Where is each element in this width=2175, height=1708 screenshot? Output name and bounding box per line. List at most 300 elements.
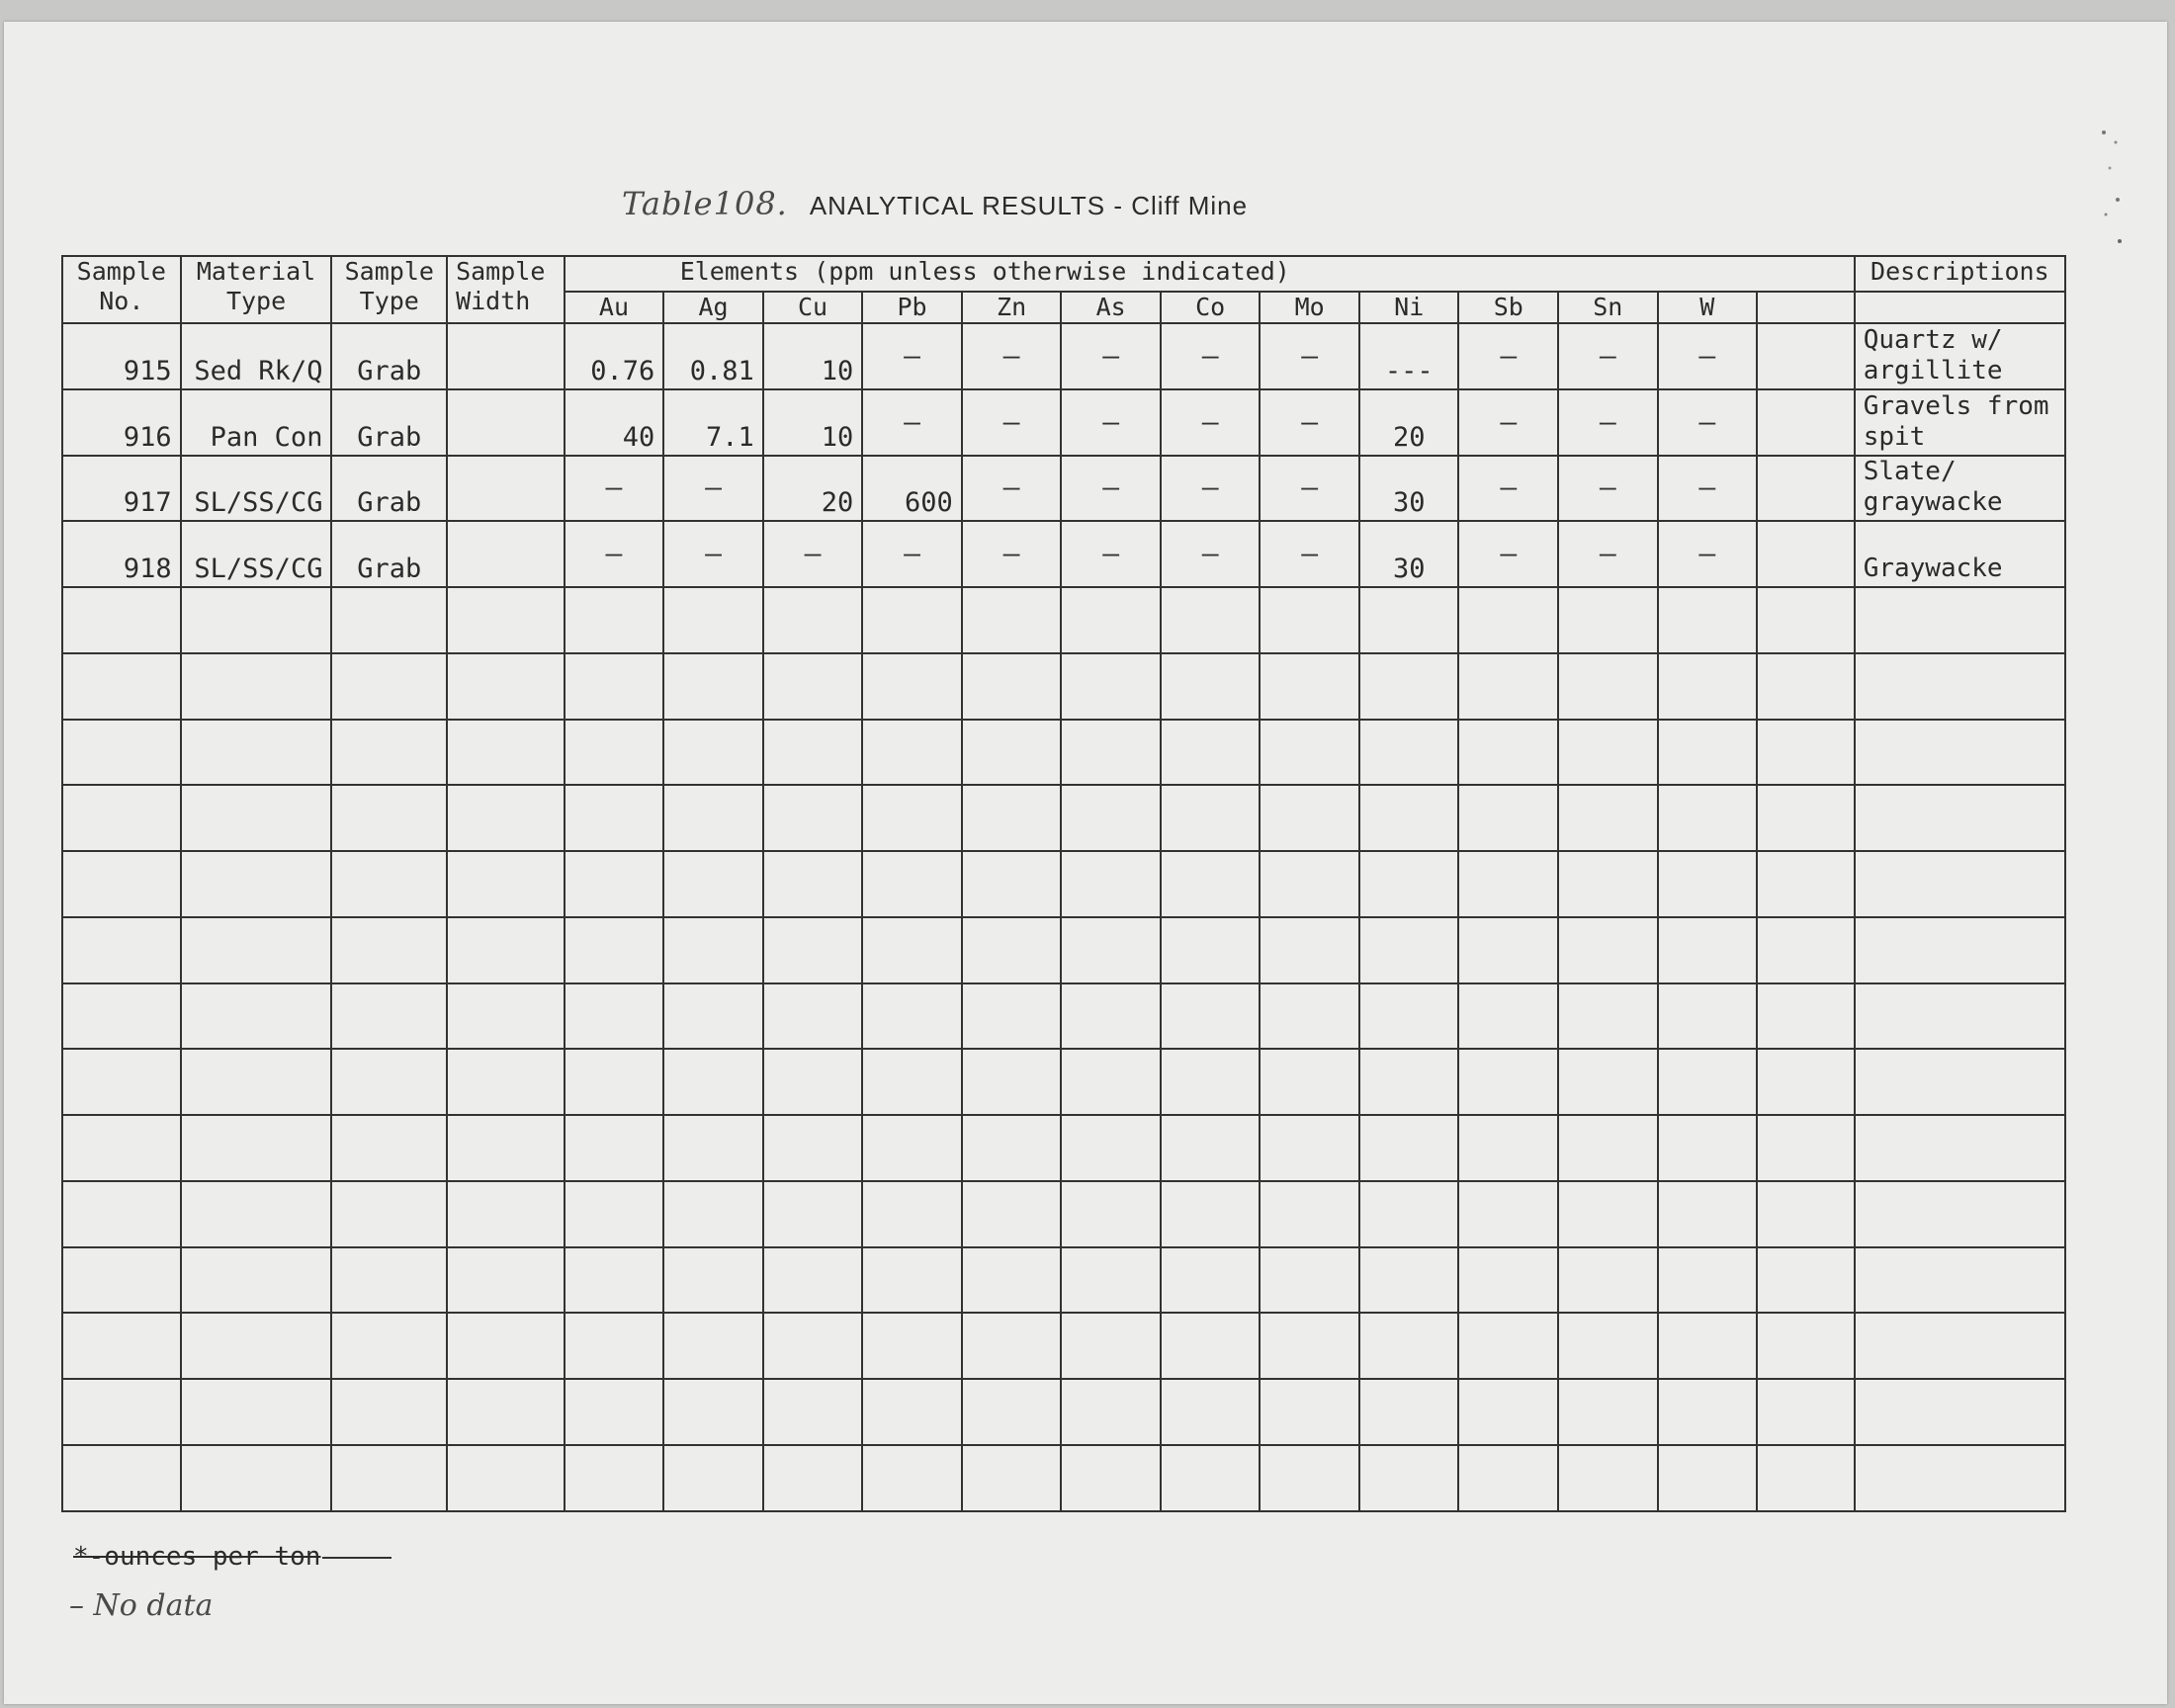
blank-cell — [1757, 1445, 1855, 1511]
blank-cell — [1161, 587, 1261, 653]
blank-row — [62, 851, 2065, 917]
blank-cell — [962, 1115, 1062, 1181]
value-cell-ni: 30 — [1359, 521, 1459, 587]
blank-cell — [1855, 1313, 2065, 1379]
blank-cell — [1757, 851, 1855, 917]
blank-cell — [1458, 1313, 1558, 1379]
sample-no-cell: 918 — [62, 521, 181, 587]
blank-row — [62, 917, 2065, 983]
blank-cell — [962, 917, 1062, 983]
blank-cell — [763, 851, 863, 917]
blank-cell — [565, 720, 664, 786]
blank-cell — [1757, 917, 1855, 983]
value-cell-au: 0.76 — [565, 323, 664, 389]
blank-cell — [663, 1445, 763, 1511]
header-element-w: W — [1658, 292, 1758, 323]
blank-cell — [1359, 851, 1459, 917]
blank-cell — [962, 785, 1062, 851]
blank-cell — [62, 587, 181, 653]
blank-cell — [1161, 653, 1261, 720]
blank-cell — [1558, 1049, 1658, 1115]
blank-cell — [181, 1049, 332, 1115]
blank-cell — [1458, 785, 1558, 851]
blank-cell — [763, 1247, 863, 1314]
value-cell-ni: 20 — [1359, 389, 1459, 456]
blank-cell — [447, 587, 565, 653]
blank-cell — [663, 917, 763, 983]
value-cell-au: – — [565, 521, 664, 587]
blank-cell — [962, 720, 1062, 786]
blank-cell — [1359, 1049, 1459, 1115]
blank-cell — [1855, 1247, 2065, 1314]
blank-cell — [1260, 917, 1359, 983]
value-cell-pb: – — [862, 521, 962, 587]
blank-cell — [1161, 1445, 1261, 1511]
blank-cell — [1161, 983, 1261, 1050]
blank-cell — [565, 917, 664, 983]
blank-cell — [1359, 587, 1459, 653]
blank-cell — [1458, 1445, 1558, 1511]
blank-cell — [1161, 1313, 1261, 1379]
blank-cell — [1458, 1049, 1558, 1115]
blank-cell — [1161, 1379, 1261, 1445]
blank-cell — [763, 1313, 863, 1379]
value-cell-mo: – — [1260, 389, 1359, 456]
blank-cell — [1855, 785, 2065, 851]
blank-cell — [962, 1181, 1062, 1247]
value-cell-as: – — [1061, 389, 1161, 456]
blank-cell — [1757, 1115, 1855, 1181]
title-text: ANALYTICAL RESULTS - Cliff Mine — [809, 191, 1249, 220]
blank-cell — [763, 917, 863, 983]
blank-cell — [181, 1313, 332, 1379]
blank-cell — [331, 1379, 447, 1445]
blank-cell — [1658, 1313, 1758, 1379]
blank-cell — [1855, 1445, 2065, 1511]
blank-cell — [1061, 1115, 1161, 1181]
blank-cell — [962, 1247, 1062, 1314]
blank-cell — [1855, 1379, 2065, 1445]
blank-cell — [181, 653, 332, 720]
header-element-as: As — [1061, 292, 1161, 323]
material-type-cell: Sed Rk/Q — [181, 323, 332, 389]
blank-cell — [1359, 1181, 1459, 1247]
blank-cell — [862, 983, 962, 1050]
blank-row — [62, 1445, 2065, 1511]
blank-cell — [1558, 1313, 1658, 1379]
blank-cell — [1260, 1049, 1359, 1115]
blank-cell — [62, 983, 181, 1050]
blank-cell — [663, 1247, 763, 1314]
blank-cell — [1558, 720, 1658, 786]
blank-cell — [565, 1313, 664, 1379]
value-cell-zn: – — [962, 389, 1062, 456]
blank-cell — [1658, 720, 1758, 786]
blank-cell — [862, 1379, 962, 1445]
blank-cell — [663, 653, 763, 720]
table-row — [62, 521, 2065, 587]
blank-cell — [1757, 1049, 1855, 1115]
value-cell-zn: – — [962, 521, 1062, 587]
value-cell-w: – — [1658, 389, 1758, 456]
blank-cell — [1855, 720, 2065, 786]
blank-cell — [1558, 587, 1658, 653]
blank-cell — [447, 1313, 565, 1379]
value-cell-as: – — [1061, 323, 1161, 389]
blank-row — [62, 1049, 2065, 1115]
sample-no-cell: 915 — [62, 323, 181, 389]
footnote-no-data: – No data — [69, 1588, 214, 1623]
blank-cell — [1757, 653, 1855, 720]
blank-row — [62, 587, 2065, 653]
blank-cell — [565, 851, 664, 917]
blank-cell — [663, 720, 763, 786]
document-page — [4, 22, 2167, 1704]
sample-width-cell — [447, 389, 565, 456]
blank-cell — [1260, 1181, 1359, 1247]
blank-cell — [331, 785, 447, 851]
value-cell-sn: – — [1558, 521, 1658, 587]
value-cell-mo: – — [1260, 323, 1359, 389]
blank-cell — [1855, 1115, 2065, 1181]
blank-cell — [447, 1379, 565, 1445]
blank-cell — [1558, 1247, 1658, 1314]
blank-cell — [763, 720, 863, 786]
blank-cell — [962, 983, 1062, 1050]
blank-cell — [1260, 785, 1359, 851]
blank-cell — [962, 1049, 1062, 1115]
blank-row — [62, 1313, 2065, 1379]
value-cell-w: – — [1658, 521, 1758, 587]
header-element-mo: Mo — [1260, 292, 1359, 323]
blank-cell — [1658, 653, 1758, 720]
blank-cell — [181, 983, 332, 1050]
blank-cell — [565, 1115, 664, 1181]
blank-cell — [663, 983, 763, 1050]
table-title — [622, 185, 1248, 228]
blank-cell — [62, 785, 181, 851]
header-element-sn: Sn — [1558, 292, 1658, 323]
header-element-blank — [1757, 292, 1855, 323]
blank-cell — [663, 587, 763, 653]
blank-cell — [1658, 587, 1758, 653]
blank-cell — [331, 720, 447, 786]
blank-cell — [862, 1181, 962, 1247]
value-cell-ag: – — [663, 521, 763, 587]
header-element-ni: Ni — [1359, 292, 1459, 323]
footnote-ounces-text: *-ounces per ton — [73, 1542, 321, 1572]
blank-cell — [1260, 1247, 1359, 1314]
blank-cell — [862, 1247, 962, 1314]
blank-cell — [1458, 720, 1558, 786]
blank-cell — [565, 653, 664, 720]
blank-cell — [1359, 1379, 1459, 1445]
blank-cell — [331, 1115, 447, 1181]
blank-cell — [447, 720, 565, 786]
blank-cell — [1658, 1115, 1758, 1181]
blank-cell — [1260, 653, 1359, 720]
strike-line — [322, 1557, 392, 1559]
blank-cell — [1757, 587, 1855, 653]
value-cell-zn: – — [962, 456, 1062, 522]
blank-cell — [1061, 1445, 1161, 1511]
blank-cell — [447, 653, 565, 720]
blank-cell — [1061, 983, 1161, 1050]
table-row — [62, 389, 2065, 456]
blank-cell — [962, 653, 1062, 720]
blank-cell — [62, 1115, 181, 1181]
blank-cell — [1558, 1115, 1658, 1181]
blank-cell — [62, 653, 181, 720]
value-cell-cu: – — [763, 521, 863, 587]
blank-cell — [62, 1379, 181, 1445]
value-cell-ni: 30 — [1359, 456, 1459, 522]
blank-cell — [763, 653, 863, 720]
handwritten-table-number: Table108. — [622, 185, 788, 222]
blank-cell — [1260, 1115, 1359, 1181]
header-element-cu: Cu — [763, 292, 863, 323]
blank-cell — [447, 851, 565, 917]
material-type-cell: Pan Con — [181, 389, 332, 456]
header-descriptions: Descriptions — [1855, 256, 2065, 292]
blank-cell — [1558, 917, 1658, 983]
blank-cell — [862, 1313, 962, 1379]
table-body — [62, 323, 2065, 1511]
analytical-results-table — [61, 255, 2066, 1512]
blank-cell — [1260, 983, 1359, 1050]
blank-cell — [1161, 1181, 1261, 1247]
value-cell-mo: – — [1260, 456, 1359, 522]
blank-cell — [1061, 720, 1161, 786]
blank-cell — [1061, 653, 1161, 720]
blank-cell — [565, 1379, 664, 1445]
blank-cell — [1061, 587, 1161, 653]
blank-cell — [1061, 785, 1161, 851]
blank-cell — [763, 1379, 863, 1445]
blank-row — [62, 1379, 2065, 1445]
blank-cell — [565, 1445, 664, 1511]
blank-cell — [1061, 1049, 1161, 1115]
blank-row — [62, 720, 2065, 786]
blank-cell — [447, 1181, 565, 1247]
blank-cell — [862, 653, 962, 720]
blank-cell — [1359, 983, 1459, 1050]
header-element-zn: Zn — [962, 292, 1062, 323]
header-element-sb: Sb — [1458, 292, 1558, 323]
blank-cell — [862, 1115, 962, 1181]
header-sample-type: Sample Type — [331, 256, 447, 323]
value-cell-ag: 0.81 — [663, 323, 763, 389]
value-cell-blank — [1757, 456, 1855, 522]
blank-cell — [1757, 785, 1855, 851]
description-cell: Slate/ graywacke — [1855, 456, 2065, 522]
blank-cell — [1260, 1379, 1359, 1445]
blank-cell — [1855, 917, 2065, 983]
value-cell-au: 40 — [565, 389, 664, 456]
blank-cell — [1061, 1247, 1161, 1314]
header-element-au: Au — [565, 292, 664, 323]
blank-row — [62, 653, 2065, 720]
blank-cell — [1757, 720, 1855, 786]
blank-cell — [663, 785, 763, 851]
sample-type-cell: Grab — [331, 521, 447, 587]
blank-cell — [181, 1181, 332, 1247]
value-cell-pb: 600 — [862, 456, 962, 522]
blank-cell — [663, 1313, 763, 1379]
blank-cell — [181, 1445, 332, 1511]
blank-cell — [181, 785, 332, 851]
material-type-cell: SL/SS/CG — [181, 521, 332, 587]
value-cell-co: – — [1161, 323, 1261, 389]
blank-cell — [331, 1181, 447, 1247]
blank-cell — [1359, 1445, 1459, 1511]
blank-cell — [862, 851, 962, 917]
blank-cell — [447, 1049, 565, 1115]
blank-cell — [1855, 587, 2065, 653]
value-cell-co: – — [1161, 456, 1261, 522]
value-cell-blank — [1757, 389, 1855, 456]
blank-cell — [1558, 785, 1658, 851]
blank-cell — [181, 1379, 332, 1445]
blank-cell — [565, 1049, 664, 1115]
blank-cell — [1458, 653, 1558, 720]
table-row — [62, 323, 2065, 389]
blank-cell — [62, 1049, 181, 1115]
blank-cell — [1757, 1313, 1855, 1379]
blank-cell — [1161, 1247, 1261, 1314]
value-cell-w: – — [1658, 323, 1758, 389]
value-cell-co: – — [1161, 521, 1261, 587]
blank-cell — [1161, 720, 1261, 786]
header-sample-width: Sample Width — [447, 256, 565, 323]
blank-cell — [1260, 1445, 1359, 1511]
blank-cell — [62, 1181, 181, 1247]
blank-cell — [447, 1115, 565, 1181]
blank-cell — [1458, 587, 1558, 653]
blank-cell — [862, 587, 962, 653]
value-cell-sn: – — [1558, 456, 1658, 522]
blank-cell — [1359, 1115, 1459, 1181]
blank-cell — [565, 587, 664, 653]
blank-cell — [1658, 1379, 1758, 1445]
blank-cell — [862, 1445, 962, 1511]
blank-row — [62, 1181, 2065, 1247]
blank-cell — [1161, 785, 1261, 851]
footnote-ounces — [73, 1542, 392, 1572]
blank-cell — [447, 917, 565, 983]
blank-cell — [447, 1445, 565, 1511]
value-cell-co: – — [1161, 389, 1261, 456]
blank-cell — [447, 1247, 565, 1314]
blank-cell — [1260, 851, 1359, 917]
header-element-ag: Ag — [663, 292, 763, 323]
value-cell-sb: – — [1458, 389, 1558, 456]
blank-cell — [62, 720, 181, 786]
value-cell-blank — [1757, 521, 1855, 587]
blank-cell — [763, 785, 863, 851]
blank-cell — [1359, 653, 1459, 720]
blank-cell — [862, 785, 962, 851]
blank-cell — [663, 1115, 763, 1181]
value-cell-zn: – — [962, 323, 1062, 389]
blank-cell — [1161, 1049, 1261, 1115]
sample-type-cell: Grab — [331, 389, 447, 456]
value-cell-au: – — [565, 456, 664, 522]
header-elements: Elements (ppm unless otherwise indicated) — [565, 256, 1855, 292]
blank-cell — [447, 983, 565, 1050]
blank-cell — [1458, 1379, 1558, 1445]
blank-cell — [962, 1445, 1062, 1511]
blank-cell — [331, 917, 447, 983]
blank-cell — [62, 917, 181, 983]
blank-cell — [1757, 1379, 1855, 1445]
blank-cell — [62, 1313, 181, 1379]
blank-cell — [962, 1313, 1062, 1379]
blank-cell — [763, 1445, 863, 1511]
blank-cell — [62, 1445, 181, 1511]
blank-cell — [331, 653, 447, 720]
blank-row — [62, 785, 2065, 851]
blank-cell — [447, 785, 565, 851]
description-cell: Gravels from spit — [1855, 389, 2065, 456]
blank-cell — [1558, 983, 1658, 1050]
blank-cell — [565, 983, 664, 1050]
value-cell-sn: – — [1558, 323, 1658, 389]
value-cell-sn: – — [1558, 389, 1658, 456]
description-cell: Quartz w/ argillite — [1855, 323, 2065, 389]
blank-row — [62, 1115, 2065, 1181]
blank-cell — [663, 1049, 763, 1115]
material-type-cell: SL/SS/CG — [181, 456, 332, 522]
blank-cell — [1757, 1247, 1855, 1314]
value-cell-as: – — [1061, 521, 1161, 587]
blank-cell — [1658, 983, 1758, 1050]
blank-cell — [763, 1181, 863, 1247]
blank-cell — [763, 1115, 863, 1181]
value-cell-ag: 7.1 — [663, 389, 763, 456]
blank-cell — [663, 1379, 763, 1445]
blank-cell — [763, 1049, 863, 1115]
header-sample-no: Sample No. — [62, 256, 181, 323]
sample-width-cell — [447, 521, 565, 587]
blank-cell — [331, 1049, 447, 1115]
blank-cell — [1458, 917, 1558, 983]
blank-cell — [1458, 851, 1558, 917]
value-cell-sb: – — [1458, 456, 1558, 522]
blank-cell — [181, 917, 332, 983]
blank-cell — [62, 851, 181, 917]
blank-cell — [1061, 851, 1161, 917]
blank-cell — [331, 1247, 447, 1314]
blank-cell — [1558, 851, 1658, 917]
header-element-pb: Pb — [862, 292, 962, 323]
blank-cell — [1061, 917, 1161, 983]
blank-cell — [663, 851, 763, 917]
blank-cell — [1658, 1445, 1758, 1511]
blank-cell — [1658, 1247, 1758, 1314]
value-cell-cu: 10 — [763, 323, 863, 389]
blank-cell — [862, 720, 962, 786]
blank-cell — [1458, 983, 1558, 1050]
blank-cell — [1658, 917, 1758, 983]
blank-cell — [1855, 653, 2065, 720]
value-cell-ni: --- — [1359, 323, 1459, 389]
blank-cell — [1161, 851, 1261, 917]
blank-cell — [763, 983, 863, 1050]
value-cell-mo: – — [1260, 521, 1359, 587]
blank-row — [62, 1247, 2065, 1314]
table-row — [62, 456, 2065, 522]
